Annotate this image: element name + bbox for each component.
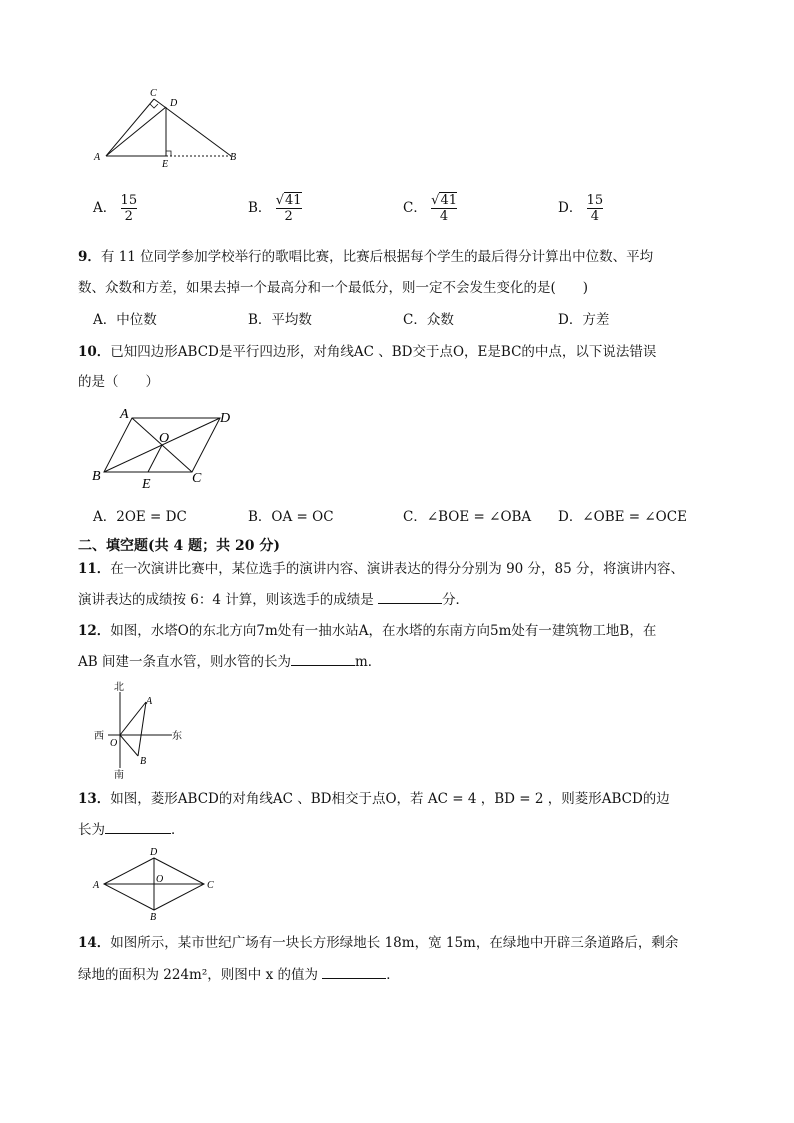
answer-blank[interactable] [291,665,355,666]
q12-line1 [78,622,656,640]
section-heading: 二、填空题(共 4 题；共 20 分) [78,538,280,554]
fraction [587,193,604,224]
q9-line2: 数、众数和方差，如果去掉一个最高分和一个最低分，则一定不会发生变化的是( ) [78,280,589,296]
numerator: √41 [431,193,457,208]
label-b: B [140,756,147,767]
denominator: 2 [124,209,133,224]
numerator: √41 [275,193,302,208]
question-text-suffix: m． [354,654,382,670]
question-number: 11． [78,561,111,577]
question-text: 有 11 位同学参加学校举行的歌唱比赛，比赛后根据每个学生的最后得分计算出中位数、平均 [100,249,654,265]
q9-line1 [78,248,653,266]
q10-option-d[interactable]: D．∠OBE = ∠OCE [558,509,687,525]
question-text-suffix: ． [386,967,400,983]
label-o: O [159,431,170,446]
q11-line1 [78,560,684,578]
question-text: 绿地的面积为 224m²，则图中 x 的值为 [78,967,318,983]
question-text-suffix: 分． [442,592,470,608]
label-b: B [230,152,237,163]
label-d: D [170,98,178,109]
label-a: A [94,152,101,163]
label-b: B [150,912,157,923]
q8-option-a[interactable] [93,193,137,224]
q8-option-b[interactable] [248,193,302,224]
answer-blank[interactable] [105,833,171,834]
q9-option-b[interactable]: B．平均数 [248,312,312,328]
option-key: D． [558,200,583,216]
fraction [431,193,457,224]
q13-line1 [78,790,670,808]
question-text: 长为 [78,822,105,838]
label-c: C [207,880,214,891]
fraction [276,193,302,224]
q12-line2 [78,653,381,671]
denominator: 4 [590,209,600,224]
label-a: A [93,880,100,891]
q10-option-a[interactable]: A．2OE = DC [93,509,187,525]
q11-line2 [78,591,469,609]
question-number: 10． [78,344,111,360]
label-c: C [192,471,202,486]
label-west: 西 [94,731,104,742]
question-text: 演讲表达的成绩按 6：4 计算，则该选手的成绩是 [78,592,374,608]
q14-line1 [78,934,678,952]
question-text: 在一次演讲比赛中，某位选手的演讲内容、演讲表达的得分分别为 90 分，85 分，将演讲内容、 [110,561,685,577]
q9-option-a[interactable]: A．中位数 [93,312,157,328]
option-key: B． [248,200,272,216]
label-o: O [156,874,164,885]
label-north: 北 [114,682,124,693]
question-number: 14． [78,935,111,951]
question-number: 12． [78,623,111,639]
denominator: 4 [439,209,449,224]
label-a: A [146,696,153,707]
question-text: 如图，菱形ABCD的对角线AC 、BD相交于点O，若 AC = 4 ，BD = 2 ，则菱形ABCD的边 [110,791,670,807]
q13-rhombus-figure [90,844,222,924]
label-d: D [150,847,158,858]
q10-option-c[interactable]: C．∠BOE = ∠OBA [403,509,532,525]
fraction [121,193,138,224]
question-text: 如图所示，某市世纪广场有一块长方形绿地长 18m，宽 15m，在绿地中开辟三条道路后，剩余 [110,935,679,951]
option-key: A． [93,200,117,216]
label-east: 东 [172,731,182,742]
sqrt-sign: √ [275,193,285,208]
denominator: 2 [284,209,293,224]
q13-line2 [78,821,185,839]
q10-line1 [78,343,656,361]
option-key: C． [403,200,427,216]
question-text: 已知四边形ABCD是平行四边形，对角线AC 、BD交于点O，E是BC的中点，以下说法错误 [110,344,657,360]
label-b: B [92,469,101,484]
label-e: E [162,159,169,170]
q9-option-c[interactable]: C．众数 [403,312,454,328]
q10-option-b[interactable]: B．OA = OC [248,509,334,525]
q14-line2 [78,966,400,984]
sqrt-sign: √ [431,193,440,208]
label-c: C [150,88,157,99]
question-text: AB 间建一条直水管，则水管的长为 [78,654,291,670]
q9-option-d[interactable]: D．方差 [558,312,610,328]
q10-parallelogram-figure [88,402,248,492]
answer-blank[interactable] [378,603,442,604]
q8-option-d[interactable] [558,193,603,224]
q12-compass-figure [90,678,190,780]
q8-triangle-figure [90,86,250,172]
numerator: 15 [120,193,138,208]
question-number: 13． [78,791,111,807]
label-d: D [220,411,231,426]
q8-option-c[interactable] [403,193,457,224]
question-text-suffix: ． [171,822,185,838]
label-o: O [110,738,118,749]
label-south: 南 [114,770,124,780]
numerator: 15 [586,193,604,208]
label-e: E [142,477,151,492]
question-number: 9． [78,249,101,265]
label-a: A [120,407,129,422]
q10-line2: 的是（ ） [78,374,159,390]
answer-blank[interactable] [322,978,386,979]
question-text: 如图，水塔O的东北方向7m处有一抽水站A，在水塔的东南方向5m处有一建筑物工地B，在 [110,623,657,639]
